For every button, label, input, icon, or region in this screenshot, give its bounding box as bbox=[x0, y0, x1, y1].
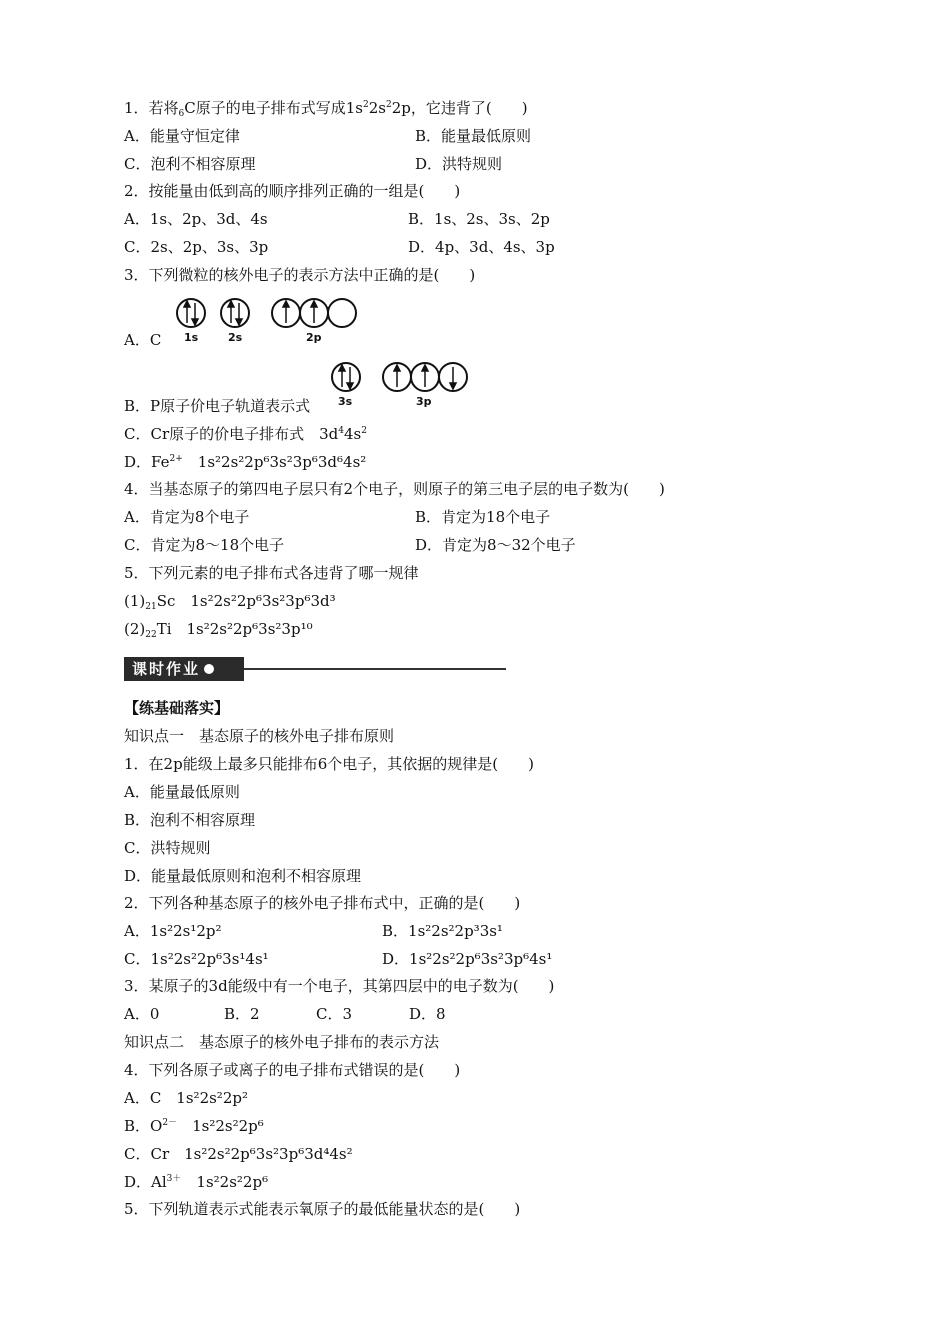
q2-option-c: C．2s、2p、3s、3p bbox=[124, 238, 269, 256]
bullet-dot-icon bbox=[204, 664, 214, 674]
orbital-diagram-c bbox=[175, 297, 360, 329]
q3-option-a: A．C bbox=[124, 331, 162, 349]
knowledge-point-1: 知识点一 基态原子的核外电子排布原则 bbox=[124, 727, 395, 745]
h2-stem: 2．下列各种基态原子的核外电子排布式中，正确的是( ) bbox=[124, 894, 521, 912]
q4-stem: 4．当基态原子的第四电子层只有2个电子，则原子的第三电子层的电子数为( ) bbox=[124, 480, 665, 498]
q4-option-a: A．肯定为8个电子 bbox=[124, 508, 250, 526]
orbital-label-1s: 1s bbox=[184, 331, 199, 344]
section-heading: 【练基础落实】 bbox=[124, 699, 230, 717]
q2-option-b: B．1s、2s、3s、2p bbox=[408, 210, 550, 228]
h3-option-c: C．3 bbox=[316, 1005, 353, 1023]
q1-option-d: D．洪特规则 bbox=[415, 155, 503, 173]
orbital-label-2p: 2p bbox=[306, 331, 322, 344]
h2-option-b: B．1s²2s²2p³3s¹ bbox=[382, 922, 503, 940]
h4-option-c: C．Cr 1s²2s²2p⁶3s²3p⁶3d⁴4s² bbox=[124, 1145, 353, 1163]
h4-stem: 4．下列各原子或离子的电子排布式错误的是( ) bbox=[124, 1061, 461, 1079]
h5-stem: 5．下列轨道表示式能表示氧原子的最低能量状态的是( ) bbox=[124, 1200, 521, 1218]
h2-option-c: C．1s²2s²2p⁶3s¹4s¹ bbox=[124, 950, 269, 968]
h4-option-b: B．$O^{2-}$ 1s²2s²2p⁶ bbox=[124, 1117, 264, 1135]
orbital-label-3s: 3s bbox=[338, 395, 353, 408]
orbital-label-3p: 3p bbox=[416, 395, 432, 408]
banner-rule bbox=[244, 668, 506, 670]
h4-option-d: D．$Al^{3+}$ 1s²2s²2p⁶ bbox=[124, 1173, 269, 1191]
q5-item-1: $(1)_{21}Sc$ 1s²2s²2p⁶3s²3p⁶3d³ bbox=[124, 592, 336, 612]
h1-option-d: D．能量最低原则和泡利不相容原理 bbox=[124, 867, 362, 885]
homework-banner: 课时作业 bbox=[124, 657, 244, 681]
h2-option-d: D．1s²2s²2p⁶3s²3p⁶4s¹ bbox=[382, 950, 553, 968]
q1-option-b: B．能量最低原则 bbox=[415, 127, 532, 145]
h3-stem: 3．某原子的3d能级中有一个电子，其第四层中的电子数为( ) bbox=[124, 977, 555, 995]
h3-option-d: D．8 bbox=[409, 1005, 446, 1023]
q1-option-a: A．能量守恒定律 bbox=[124, 127, 240, 145]
q4-option-c: C．肯定为8～18个电子 bbox=[124, 536, 285, 554]
h2-option-a: A．1s²2s¹2p² bbox=[124, 922, 222, 940]
q3-option-b: B．P原子价电子轨道表示式 bbox=[124, 397, 311, 415]
q4-option-d: D．肯定为8～32个电子 bbox=[415, 536, 576, 554]
q3-option-d: D．$Fe^{2+}$ 1s²2s²2p⁶3s²3p⁶3d⁶4s² bbox=[124, 453, 367, 471]
q5-item-2: $(2)_{22}Ti$ 1s²2s²2p⁶3s²3p¹⁰ bbox=[124, 620, 313, 640]
h4-option-a: A．C 1s²2s²2p² bbox=[124, 1089, 248, 1107]
q2-option-a: A．1s、2p、3d、4s bbox=[124, 210, 268, 228]
h3-option-a: A．0 bbox=[124, 1005, 160, 1023]
q5-stem: 5．下列元素的电子排布式各违背了哪一规律 bbox=[124, 564, 419, 582]
h1-option-b: B．泡利不相容原理 bbox=[124, 811, 256, 829]
h3-option-b: B．2 bbox=[224, 1005, 260, 1023]
q2-option-d: D．4p、3d、4s、3p bbox=[408, 238, 555, 256]
h1-option-a: A．能量最低原则 bbox=[124, 783, 240, 801]
q2-stem: 2．按能量由低到高的顺序排列正确的一组是( ) bbox=[124, 182, 461, 200]
q3-stem: 3．下列微粒的核外电子的表示方法中正确的是( ) bbox=[124, 266, 476, 284]
h1-option-c: C．洪特规则 bbox=[124, 839, 211, 857]
knowledge-point-2: 知识点二 基态原子的核外电子排布的表示方法 bbox=[124, 1033, 440, 1051]
q4-option-b: B．肯定为18个电子 bbox=[415, 508, 551, 526]
orbital-label-2s: 2s bbox=[228, 331, 243, 344]
q1-stem: 1．若将$_6$C原子的电子排布式写成$1s^22s^22p$，它违背了( ) bbox=[124, 99, 528, 119]
h1-stem: 1．在2p能级上最多只能排布6个电子，其依据的规律是( ) bbox=[124, 755, 534, 773]
q3-option-c: C．Cr原子的价电子排布式 $3d^44s^2$ bbox=[124, 425, 367, 443]
q1-option-c: C．泡利不相容原理 bbox=[124, 155, 256, 173]
orbital-diagram-p bbox=[330, 361, 470, 393]
